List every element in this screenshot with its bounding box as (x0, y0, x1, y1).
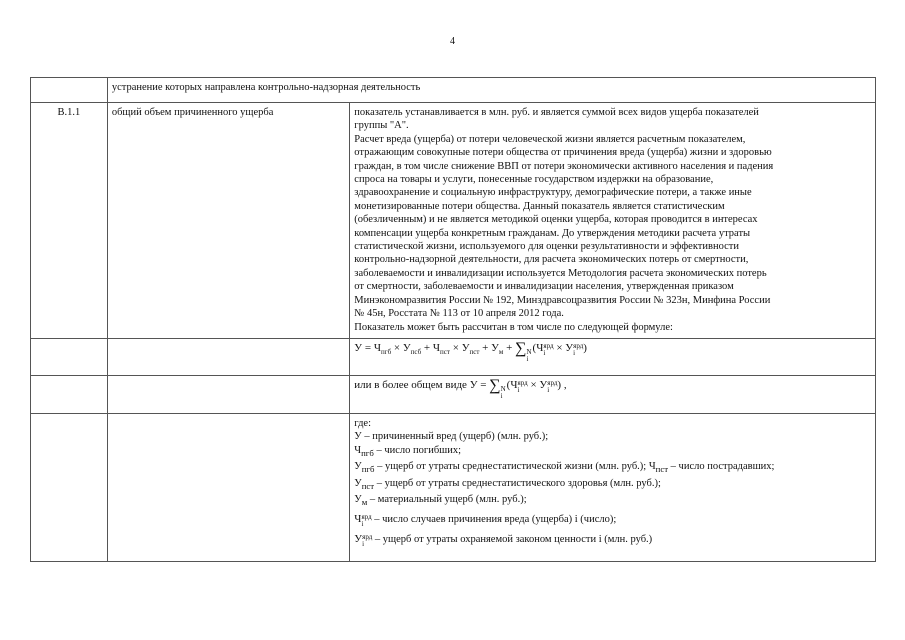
text-line: отражающим совокупные потери общества от причинения вреда (ущерба) жизни и здоровью (354, 147, 772, 159)
sum-sign: ∑ (515, 339, 527, 357)
text-line: № 45н, Росстата № 113 от 10 апреля 2012 года. (354, 308, 564, 320)
cell-formula-general (350, 375, 876, 413)
cell-continuation: устранение которых направлена контрольно-надзорная деятельность (107, 78, 875, 103)
text-line: показатель устанавливается в млн. руб. и является суммой всех видов ущерба показателей (354, 107, 759, 118)
cell-description (350, 103, 876, 339)
legend-line: $У_{пст}$ – ущерб от утраты среднестатистического здоровья (млн. руб.); (354, 477, 661, 491)
legend-line: Ч ярд i – число случаев причинения вреда (ущерба) i (число); (354, 512, 617, 528)
cell-name: общий объем причиненного ущерба (107, 103, 349, 339)
text-line: монетизированные потери общества. Данный показатель является статистическим (354, 200, 725, 212)
cell-name (107, 413, 349, 561)
cell-code (31, 375, 108, 413)
legend-line: $Ч_{пгб}$ – число погибших; (354, 444, 462, 458)
cell-name (107, 338, 349, 375)
text-line: (обезличенным) и не является методикой оценки ущерба, которая проводится в интересах (354, 214, 758, 226)
legend-line: У ярд i – ущерб от утраты охраняемой законом ценности i (млн. руб.) (354, 532, 653, 548)
table-row (31, 78, 876, 103)
cell-legend (350, 413, 876, 561)
cell-code: В.1.1 (31, 103, 108, 339)
cell-name (107, 375, 349, 413)
table-row (31, 338, 876, 375)
table-row (31, 413, 876, 561)
text-line: статистической жизни, используемого для оценки результативности и эффективности (354, 241, 739, 253)
text-line: компенсации ущерба конкретным гражданам. До утверждения методики расчета утраты (354, 227, 751, 239)
indicator-table (30, 77, 876, 562)
page-number: 4 (450, 36, 455, 47)
cell-code (31, 413, 108, 561)
legend-line: $У_{пгб}$ – ущерб от утраты среднестатистической жизни (млн. руб.); $Ч_{пст}$ – число пострадавших; (354, 461, 775, 475)
legend-line: $У_м$ – материальный ущерб (млн. руб.); (354, 494, 527, 508)
text-line: здравоохранение и социальную инфраструктуру, демографические потери, а также иные (354, 187, 752, 199)
cell-formula (350, 338, 876, 375)
text-line: Минэкономразвития России № 192, Минздравсоцразвития России № 323н, Минфина России (354, 294, 771, 306)
formula-main: $У = Ч_{пгб} \times У_{псб} + Ч_{пст} \times У_{пст} + У_м$ + ∑ N i (Ч ярд i × У ярд i ) (354, 339, 587, 363)
sum-sign: ∑ (489, 376, 501, 394)
text-line: группы "А". (354, 120, 409, 132)
text-line: спроса на товары и услуги, понесенные государством издержки на образование, (354, 174, 714, 186)
table-row (31, 103, 876, 339)
legend-line: У – причиненный вред (ущерб) (млн. руб.); (354, 431, 549, 443)
formula-general: или в более общем виде У = ∑ N i (Ч ярд i × У ярд i ) , (354, 376, 567, 400)
cell-code (31, 338, 108, 375)
text-line: Показатель может быть рассчитан в том числе по следующей формуле: (354, 321, 673, 333)
text-line: от смертности, заболеваемости и инвалидизации населения, утвержденная приказом (354, 281, 734, 293)
text-line: Расчет вреда (ущерба) от потери человеческой жизни является расчетным показателем, (354, 133, 746, 145)
text-line: граждан, в том числе снижение ВВП от потери экономически активного населения и падения (354, 160, 774, 172)
text-line: контрольно-надзорной деятельности, для расчета экономических потерь от смертности, (354, 254, 749, 266)
legend-where: где: (354, 417, 372, 429)
cell-code (31, 78, 108, 103)
table-row (31, 375, 876, 413)
text-line: заболеваемости и инвалидизации используется Методология расчета экономических потерь (354, 267, 767, 279)
